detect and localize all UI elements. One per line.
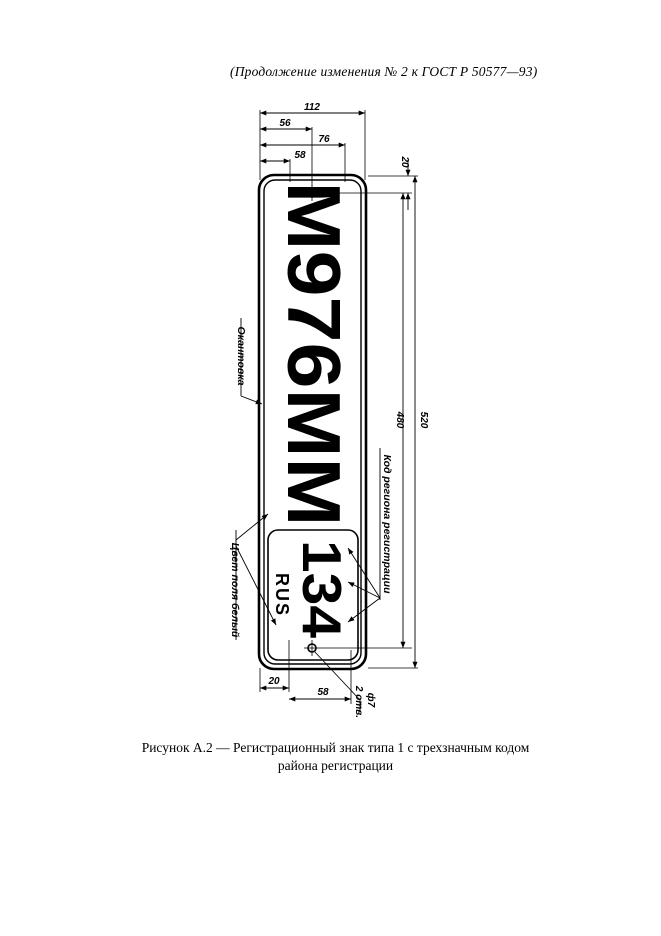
dim-hole-diameter: ф7 xyxy=(365,692,376,708)
label-region-code: Код региона регистрации xyxy=(381,454,393,594)
dim-58-bottom: 58 xyxy=(317,687,329,698)
caption-line-1: Рисунок А.2 — Регистрационный знак типа 1 с трехзначным кодом xyxy=(141,740,530,755)
page-header: (Продолжение изменения № 2 к ГОСТ Р 50577—93) xyxy=(230,64,538,79)
country-code: RUS xyxy=(272,572,292,618)
dim-520: 520 xyxy=(418,411,429,429)
label-border: Окантовка xyxy=(235,326,247,386)
dim-20-bottom: 20 xyxy=(268,676,280,687)
dim-112: 112 xyxy=(304,102,320,113)
region-code-group xyxy=(291,540,353,638)
country-code-group xyxy=(272,573,292,617)
figure-caption xyxy=(0,739,661,775)
registration-number: М976ММ xyxy=(272,181,356,495)
label-field-color: Цвет поля белый xyxy=(229,542,241,638)
region-code: 134 xyxy=(291,540,353,632)
dim-480: 480 xyxy=(394,411,405,429)
dim-hole-count: 2 отв. xyxy=(353,685,364,719)
caption-line-2: района регистрации xyxy=(277,758,394,773)
dim-76: 76 xyxy=(318,134,330,145)
registration-number-group xyxy=(272,182,356,527)
dim-58-top: 58 xyxy=(294,150,306,161)
dim-56: 56 xyxy=(279,118,291,129)
dim-20-top: 20 xyxy=(399,156,410,168)
mounting-hole-bottom-icon xyxy=(304,640,320,656)
